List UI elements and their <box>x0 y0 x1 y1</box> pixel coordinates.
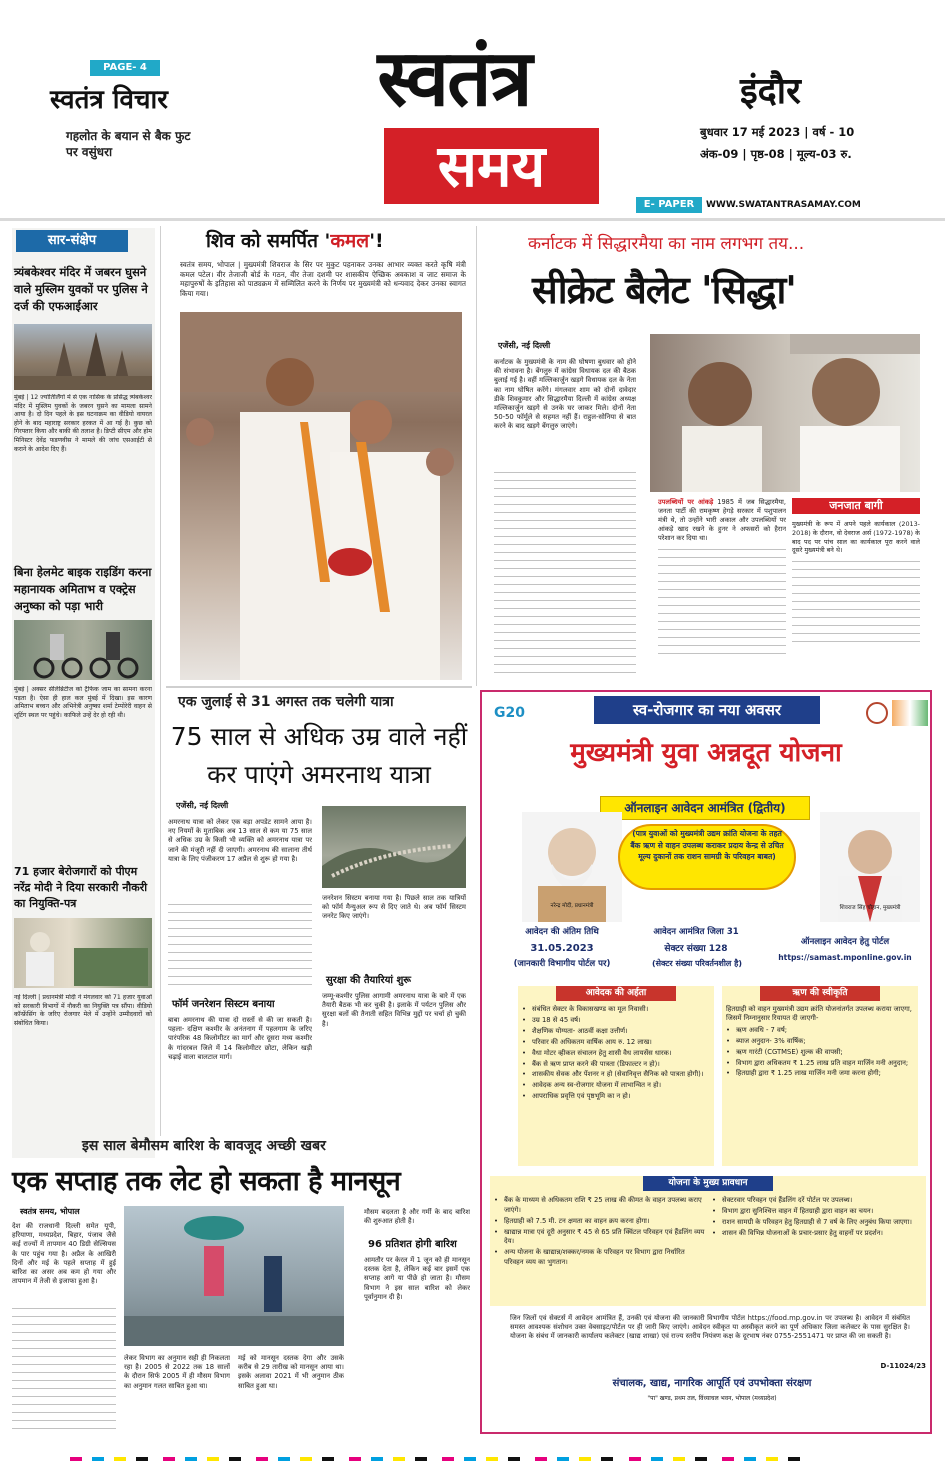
loan-item: • हितग्राही द्वारा ₹ 1.25 लाख मार्जिन मनी जमा करना होगी; <box>726 1069 914 1078</box>
pm-event-photo <box>14 918 152 988</box>
sidebar-story1-body: मुंबई | 12 ज्योतिर्लिंगों में से एक नासिक के प्रसिद्ध त्र्यंबकेश्वर मंदिर में मुस्लिम युवकों के जबरन घुसने का मामला सामने आया है। दो दिन पहले के इस घटनाक्रम का वीडियो वायरल होने के बाद महाराष्ट्र सरकार हरकत में आ गई है। कुछ को गिरफ्तार किया और बाकी की तलाश है। डिप्टी सीएम और होम मिनिस्टर देवेंद्र फडणवीस ने मामले की जांच एसआईटी से कराने के आदेश दिए हैं। <box>14 394 152 453</box>
loan-intro: हितग्राही को वाहन मुख्यमंत्री उद्यम क्रांति योजनांतर्गत उपलब्ध कराया जाएगा, जिसमें निम्नानुसार रियायत दी जाएगी- <box>726 1005 912 1023</box>
siddaramaiah-photo <box>650 334 920 492</box>
amarnath-byline: एजेंसी, नई दिल्ली <box>176 801 229 810</box>
pm-caption: नरेन्द्र मोदी, प्रधानमंत्री <box>550 903 594 909</box>
center-headline-pre: शिव को समर्पित ' <box>206 230 331 252</box>
sidebar-story3-headline[interactable]: 71 हजार बेरोजगारों को पीएम नरेंद्र मोदी ने दिया सरकारी नौकरी का नियुक्ति-पत्र <box>14 865 148 910</box>
section-rule <box>166 686 472 688</box>
masthead-rule <box>0 218 945 221</box>
pm-illustration <box>14 918 152 988</box>
sector-note: (सेक्टर संख्या परिवर्तनशील है) <box>651 959 743 968</box>
annadoot-ad[interactable] <box>480 690 932 1434</box>
ad-title: मुख्यमंत्री युवा अन्नदूत योजना <box>570 738 842 768</box>
loan-item: • विभाग द्वारा अधिकतम ₹ 1.25 लाख प्रति वाहन मार्जिन मनी अनुदान; <box>726 1059 914 1068</box>
temple-illustration <box>14 324 152 390</box>
logo-bottom: समय <box>437 132 546 200</box>
provision-item: • शासन की विभिन्न योजनाओं के प्रचार-प्रसार हेतु वाहनों पर प्रदर्शन। <box>712 1229 922 1239</box>
amarnath-sub2: सुरक्षा की तैयारियां शुरू <box>326 975 412 986</box>
provision-item: • अन्य योजना के खाद्यान्न/शक्कर/नमक के परिवहन पर विभाग द्वारा निर्धारित परिवहन व्यय का भुगतान। <box>494 1248 706 1267</box>
sidebar <box>12 228 155 1158</box>
center-story <box>166 228 472 684</box>
janjat-body: मुख्यमंत्री के रूप में अपने पहले कार्यकाल (2013-2018) के दौरान, वो देवराज अर्स (1972-1978) के बाद पद पर पांच साल का कार्यकाल पूरा करने वाले दूसरे मुख्यमंत्री बने थे। <box>792 520 920 555</box>
loan-item: • ब्याज अनुदान- 3% वार्षिक; <box>726 1037 914 1046</box>
amarnath-sub1-body: बाबा अमरनाथ की यात्रा दो रास्तों से की जा सकती है। पहला- दक्षिण कश्मीर के अनंतनाग में पहलगाम के जरिए पारंपरिक 48 किलोमीटर का मार्ग और दूसरा मध्य कश्मीर के गांदरबल जिले में 14 किलोमीटर छोटा, लेकिन खड़ी चढ़ाई वाला बालटाल मार्ग। <box>168 1016 312 1061</box>
eligibility-item: • शासकीय सेवक और पेंशनर न हो (सेवानिवृत्त सैनिक को पात्रता होगी)। <box>522 1070 710 1079</box>
district-label: आवेदन आमंत्रित जिला 31 <box>653 927 739 937</box>
scheme-oval-text: (पात्र युवाओं को मुख्यमंत्री उद्यम क्रांति योजना के तहत बैंक ऋण से वाहन उपलब्ध कराकर प्रदाय केन्द्र से उचित मूल्य दुकानों तक राशन सामग्री के परिवहन बाबत) <box>630 829 784 861</box>
provision-item: • राशन सामग्री के परिवहन हेतु हितग्राही से 7 वर्ष के लिए अनुबंध किया जाएगा। <box>712 1218 922 1228</box>
janjat-continued <box>792 559 920 649</box>
amarnath-body: अमरनाथ यात्रा को लेकर एक बड़ा अपडेट सामने आया है। नए नियमों के मुताबिक अब 13 साल से कम या 75 साल से अधिक उम्र के किसी भी व्यक्ति को अमरनाथ यात्रा पर जाने की मंजूरी नहीं दी जाएगी। अमरनाथ की सालाना तीर्थ यात्रा के लिए पंजीकरण 17 अप्रैल से शुरू हो गया है। <box>168 818 312 863</box>
provision-item: • सेक्टरवार परिवहन एवं हैंडलिंग दरें पोर्टल पर उपलब्ध। <box>712 1196 922 1206</box>
temple-photo <box>14 324 152 390</box>
ad-ribbon: स्व-रोजगार का नया अवसर <box>594 696 820 724</box>
monsoon-col3: मई को मानसून दस्तक देगा और उसके करीब से 29 तारीख को मानसून आया था। इसके अलावा 2021 में भी अनुमान ठीक साबित हुआ था। <box>238 1354 344 1390</box>
sector-count: सेक्टर संख्या 128 <box>664 944 728 954</box>
monsoon-kicker: इस साल बेमौसम बारिश के बावजूद अच्छी खबर <box>82 1138 326 1154</box>
column-title: स्वतंत्र विचार <box>50 85 168 115</box>
amarnath-col2-body: जनरेशन सिस्टम बनाया गया है। पिछले साल तक यात्रियों को फॉर्म मैन्युअल रूप से दिए जाते थे। अब फॉर्म सिस्टम जनरेट किए जाएंगे। <box>322 894 466 921</box>
column-rule <box>160 226 161 1136</box>
achievements-continued <box>658 547 786 657</box>
leaders-illustration <box>650 334 920 492</box>
achievements-box <box>658 498 786 678</box>
city-name: इंदौर <box>740 71 801 112</box>
monsoon-col2: लेकर विभाग का अनुमान सही ही निकलता रहा है। 2005 से 2022 तक 18 सालों के दौरान सिर्फ 2005 में ही मौसम विभाग का अनुमान गलत साबित हुआ था। <box>124 1354 230 1390</box>
eligibility-title: आवेदक की अर्हता <box>556 986 676 1001</box>
g20-logo: G20 <box>494 705 525 721</box>
date-line: बुधवार 17 मई 2023 | वर्ष - 10 <box>700 125 855 139</box>
monsoon-headline: एक सप्ताह तक लेट हो सकता है मानसून <box>12 1166 401 1197</box>
karnataka-body-continued <box>494 470 636 680</box>
eligibility-item: • आपराधिक प्रवृत्ति एवं पृष्ठभूमि का न हो। <box>522 1092 710 1101</box>
eligibility-list <box>518 1001 714 1102</box>
provision-item: • हितग्राही को 7.5 मी. टन क्षमता का वाहन क्रय करना होगा। <box>494 1217 706 1227</box>
pilgrims-illustration <box>322 806 466 888</box>
portal-label: ऑनलाइन आवेदन हेतु पोर्टल <box>800 937 890 947</box>
eligibility-item: • शैक्षणिक योग्यता- आठवीं कक्षा उत्तीर्ण। <box>522 1027 710 1036</box>
achievements-title: उपलब्धियों पर आंकड़े <box>658 498 714 506</box>
eligibility-item: • परिवार की अधिकतम वार्षिक आय रु. 12 लाख। <box>522 1038 710 1047</box>
pilgrims-photo <box>322 806 466 888</box>
provision-item: • बैंक के माध्यम से अधिकतम राशि ₹ 25 लाख की कीमत के वाहन उपलब्ध कराए जाएंगे। <box>494 1196 706 1215</box>
rain-photo <box>124 1206 344 1346</box>
monsoon-sub-body: आमतौर पर केरल में 1 जून को ही मानसून दस्तक देता है, लेकिन कई बार इसमें एक सप्ताह आगे या पीछे हो जाता है। मौसम विभाग ने इस साल बारिश को लेकर पूर्वानुमान दी है। <box>364 1256 470 1301</box>
felicitation-illustration <box>180 312 462 680</box>
bike-photo <box>14 620 152 680</box>
karnataka-body: कर्नाटक के मुख्यमंत्री के नाम की घोषणा बुधवार को होने की संभावना है। बेंगलुरु में कांग्रेस विधायक दल की बैठक बुलाई गई है। वहीं मल्लिकार्जुन खड़गे विधायक दल के नेता का नाम घोषित करेंगे। मंगलवार शाम को दोनों दावेदार डीके शिवकुमार और सिद्धारमैया दिल्ली में कांग्रेस अध्यक्ष मल्लिकार्जुन खड़गे से उनके घर जाकर मिले। दोनों नेता 50-50 फॉर्मूले से सहमत नहीं हैं। राहुल-सोनिया से बात करने के बाद खड़गे बेंगलुरु जाएंगे। <box>494 358 636 431</box>
monsoon-story <box>12 1136 472 1436</box>
mp-emblem-icon <box>866 702 888 724</box>
provision-item: • विभाग द्वारा सुनिश्चित्त वाहन में हितग्राही द्वारा वाहन का चयन। <box>712 1207 922 1217</box>
print-registration-strip <box>70 1446 890 1452</box>
epaper-label: E- PAPER <box>636 197 702 213</box>
eligibility-item: • आवेदक अन्य स्व-रोजगार योजना में लाभान्वित न हो। <box>522 1081 710 1090</box>
loan-item: • ऋण गारंटी (CGTMSE) शुल्क की वापसी; <box>726 1048 914 1057</box>
online-label: ऑनलाइन आवेदन आमंत्रित (द्वितीय) <box>600 796 810 820</box>
provisions-left-list <box>494 1196 706 1269</box>
sidebar-story1-headline[interactable]: त्र्यंबकेश्वर मंदिर में जबरन घुसने वाले मुस्लिम युवकों पर पुलिस ने दर्ज की एफआईआर <box>14 265 148 313</box>
eligibility-item: • बैंक से ऋण प्राप्त करने की पात्रता (डिफाल्टर न हो)। <box>522 1060 710 1069</box>
loan-item: • ऋण अवधि - 7 वर्ष; <box>726 1026 914 1035</box>
monsoon-col4: मौसम बदलता है और गर्मी के बाद बारिश की शुरुआत होती है। <box>364 1208 470 1226</box>
cm-caption: शिवराज सिंह चौहान, मुख्यमंत्री <box>839 905 901 911</box>
last-date-note: (जानकारी विभागीय पोर्टल पर) <box>513 959 611 969</box>
karnataka-byline: एजेंसी, नई दिल्ली <box>498 341 551 350</box>
monsoon-col1-continued <box>12 1306 116 1432</box>
eligibility-item: • संबंधित सेक्टर के विकासखण्ड का मूल निवासी। <box>522 1005 710 1014</box>
amarnath-headline: 75 साल से अधिक उम्र वाले नहीं कर पाएंगे अमरनाथ यात्रा <box>170 722 468 789</box>
rain-illustration <box>124 1206 344 1346</box>
provisions-title: योजना के मुख्य प्रावधान <box>643 1176 773 1191</box>
karnataka-headline: सीक्रेट बैलेट 'सिद्धा' <box>532 268 796 312</box>
amarnath-sub1: फॉर्म जनरेशन सिस्टम बनाया <box>172 999 275 1010</box>
bike-illustration <box>14 620 152 680</box>
eligibility-item: • उम्र 18 से 45 वर्ष। <box>522 1016 710 1025</box>
department-name: संचालक, खाद्य, नागरिक आपूर्ति एवं उपभोक्ता संरक्षण <box>612 1378 812 1389</box>
monsoon-sub: 96 प्रतिशत होगी बारिश <box>368 1239 457 1250</box>
sidebar-story2-body: मुंबई | अक्सर सेलिब्रिटीज को ट्रैफिक जाम का सामना करना पड़ता है। ऐसा ही हाल कल मुंबई में दिखा। इस कारण अमिताभ बच्चन और अभिनेत्री अनुष्का शर्मा टेम्पोरेरी वाहन से शूटिंग स्थल पर पहुंचे। काफिले उन्हें देर हो रही थी। <box>14 686 152 719</box>
sidebar-tag: सार-संक्षेप <box>16 230 128 252</box>
eligibility-item: • वैधा मोटर व्हीकल संचालन हेतु शासी वैध लायसेंस धारक। <box>522 1049 710 1058</box>
sidebar-story3-body: नई दिल्ली | प्रधानमंत्री मोदी ने मंगलवार को 71 हजार युवाओं को सरकारी विभागों में नौकरी का नियुक्ति पत्र सौंपा। वीडियो कॉन्फ्रेंसिंग के जरिए रोजगार मेले में उन्होंने उम्मीदवारों को संबोधित किया। <box>14 994 152 1027</box>
loan-list <box>722 1024 918 1079</box>
provision-item: • खाद्यान्न मात्रा एवं दूरी अनुसार ₹ 45 से 65 प्रति क्विंटल परिवहन एवं हैंडलिंग व्यय देय। <box>494 1228 706 1247</box>
monsoon-col1: देश की राजधानी दिल्ली समेत यूपी, हरियाणा, मध्यप्रदेश, बिहार, पंजाब जैसे कई राज्यों में तापमान 40 डिग्री सेल्सियस के पार पहुंच गया है। अप्रैल के आखिरी दिनों और मई के पहले सप्ताह में हुई बारिश का असर अब कम हो गया और तापमान में तेजी से इजाफा हुआ है। <box>12 1222 116 1286</box>
provisions-box <box>490 1176 926 1306</box>
karnataka-kicker: कर्नाटक में सिद्धारमैया का नाम लगभग तय... <box>528 234 805 254</box>
department-address: "पा" खण्ड, प्रथम तल, विंध्याचल भवन, भोपाल (मध्यप्रदेश) <box>647 1395 777 1402</box>
website-link[interactable]: WWW.SWATANTRASAMAY.COM <box>706 200 861 210</box>
amarnath-story <box>166 692 472 1132</box>
loan-box <box>722 986 918 1166</box>
center-headline <box>206 228 466 254</box>
loan-title: ऋण की स्वीकृति <box>760 986 880 1001</box>
azadi-logo-icon <box>892 700 928 726</box>
sidebar-story2-headline[interactable]: बिना हेलमेट बाइक राइडिंग करना महानायक अमिताभ व एक्ट्रेस अनुष्का को पड़ा भारी <box>14 565 152 613</box>
last-date-value: 31.05.2023 <box>530 943 594 954</box>
column-rule <box>476 226 477 686</box>
center-headline-post: '! <box>369 230 384 252</box>
cm-felicitation-photo <box>180 312 462 680</box>
center-lead: स्वतंत्र समय, भोपाल | मुख्यमंत्री शिवराज के सिर पर मुकुट पहनाकर उनका आभार व्यक्त करते कृषि मंत्री कमल पटेल। वीर तेजाजी बोर्ड के गठन, वीर तेजा दशमी पर शासकीय ऐच्छिक अवकाश व जाट समाज के महापुरुषों के इतिहास को पाठ्यक्रम में सम्मिलित करने के निर्णय पर मुख्यमंत्री को धन्यवाद देकर उनका स्वागत किया गया। <box>180 260 466 298</box>
provisions-right-list <box>712 1196 922 1240</box>
last-date-label: आवेदन की अंतिम तिथि <box>525 927 599 937</box>
monsoon-byline: स्वतंत्र समय, भोपाल <box>20 1207 80 1216</box>
center-headline-highlight: कमल <box>330 230 370 252</box>
portal-link[interactable]: https://samast.mponline.gov.in <box>778 953 912 962</box>
page-label: PAGE- 4 <box>90 60 160 76</box>
ad-code: D-11024/23 <box>880 1362 926 1370</box>
amarnath-sub2-body: जम्मू-कश्मीर पुलिस आगामी अमरनाथ यात्रा के बारे में एक तैयारी बैठक भी कर चुकी है। इलाके में पर्यटन पुलिस और सुरक्षा बलों की तैनाती सहित विभिन्न मुद्दों पर चर्चा हो चुकी है। <box>322 992 466 1028</box>
column-subtitle: गहलोत के बयान से बैक फुट पर वसुंधरा <box>66 129 191 159</box>
janjat-box <box>792 498 920 678</box>
janjat-title: जनजात बागी <box>792 498 920 514</box>
achievements-body: 1985 में जब सिद्धारमैया, जनता पार्टी की रामकृष्ण हेगड़े सरकार में पशुपालन मंत्री थे, तो उन्होंने भारी अकाल और उपलब्धियों पर आंकड़े खाद रखने के हुनर ने अफसरों को हैरान परेशान कर दिया था। <box>658 498 786 542</box>
eligibility-box <box>518 986 714 1166</box>
amarnath-kicker: एक जुलाई से 31 अगस्त तक चलेगी यात्रा <box>178 694 394 710</box>
logo-top: स्वतंत्र <box>377 34 531 124</box>
issue-line: अंक-09 | पृष्ठ-08 | मूल्य-03 रु. <box>700 147 852 161</box>
ad-note: जिन जिलों एवं सेक्टर्स में आवेदन आमंत्रित हैं, उनकी एवं योजना की जानकारी विभागीय पोर्टल https://food.mp.gov.in पर उपलब्ध है। आवेदन में संबंधित समस्त आवश्यक संशोधन उक्त वेबसाइट/पोर्टल पर ही जारी किए जाएंगे। आवेदन स्वीकृत या अस्वीकृत करने का पूर्ण अधिकार जिला कलेक्टर के पास सुरक्षित है। योजना के संबंध में जानकारी कार्यालय कलेक्टर (खाद्य शाखा) एवं राज्य स्तरीय नियंत्रण कक्ष के दूरभाष नंबर 0755-2551471 पर प्राप्त की जा सकती है। <box>510 1314 910 1341</box>
amarnath-body-continued <box>168 902 312 992</box>
